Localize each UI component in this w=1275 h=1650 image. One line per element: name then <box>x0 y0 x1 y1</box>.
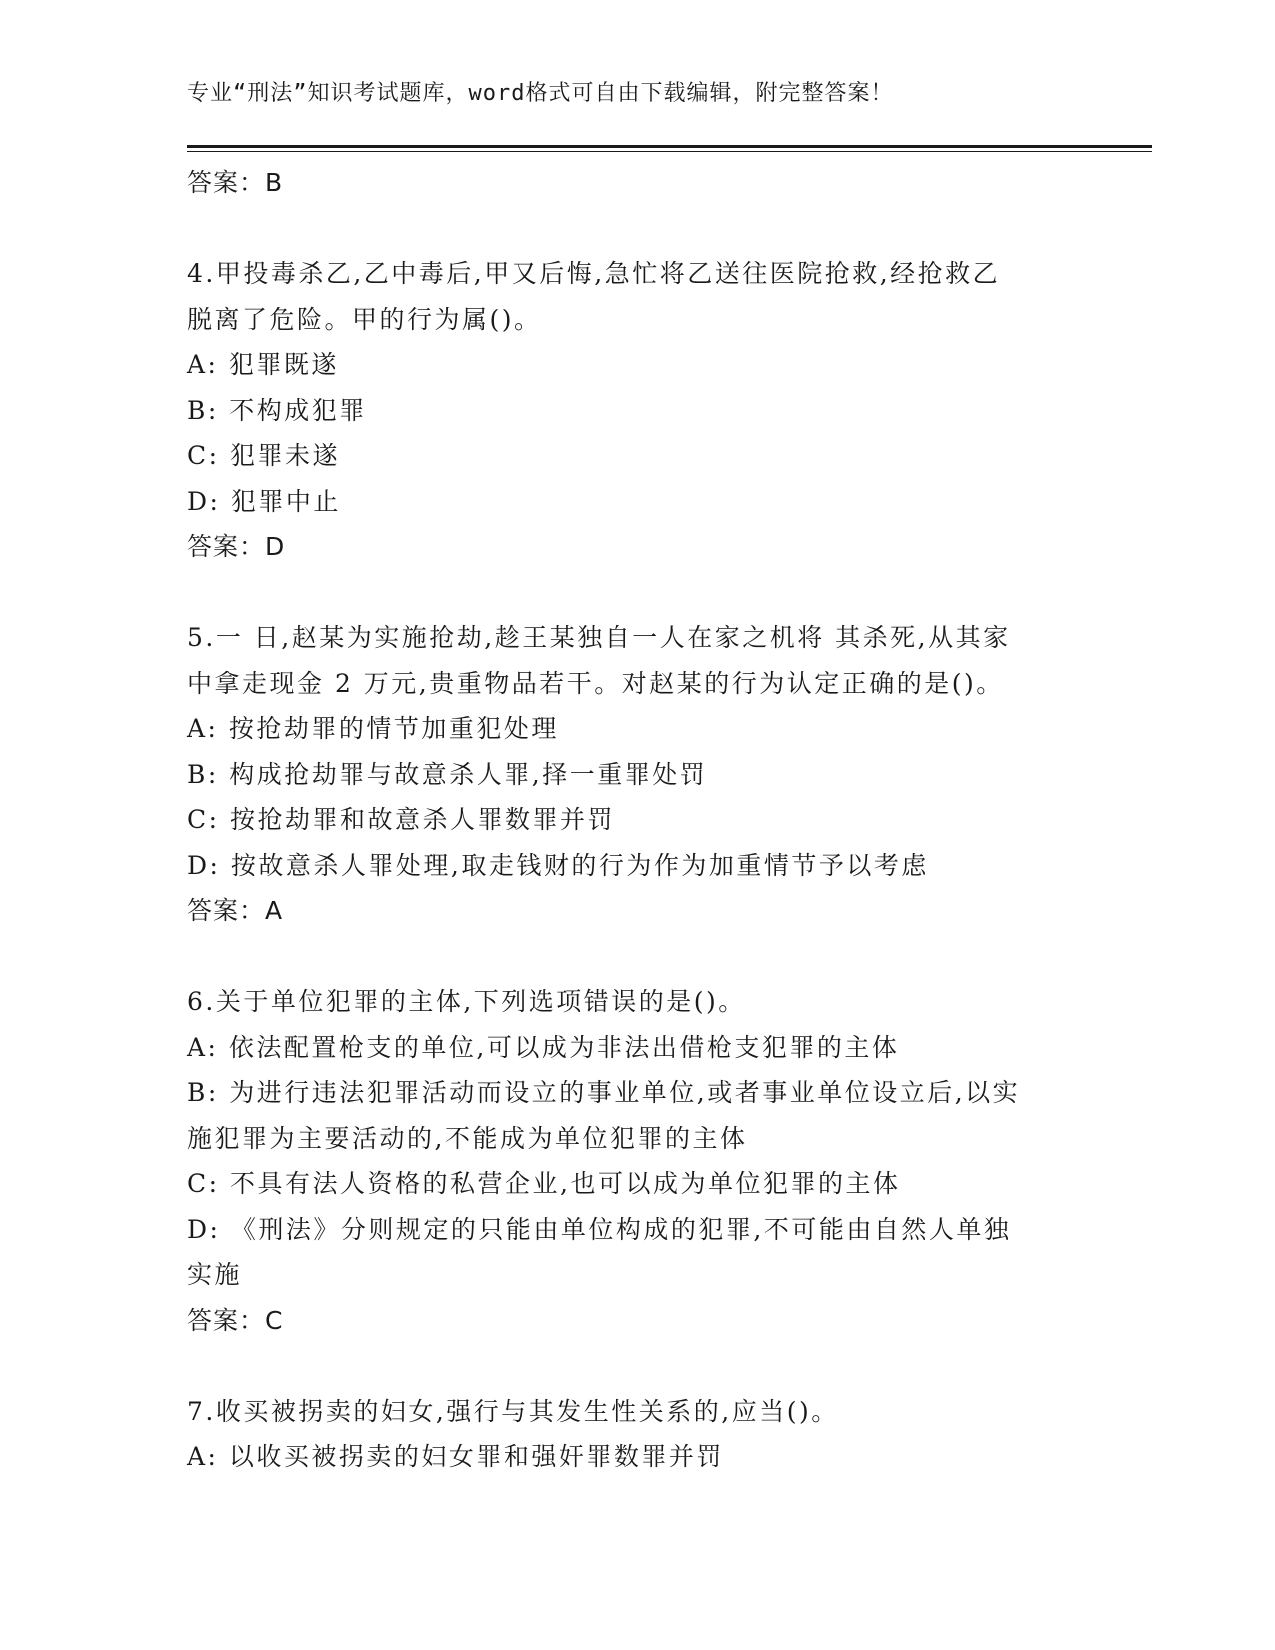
answer-line: 答案：C <box>187 1305 284 1335</box>
page-header: 专业“刑法”知识考试题库，word格式可自由下载编辑，附完整答案！ <box>187 81 894 106</box>
option-a: A: 按抢劫罪的情节加重犯处理 <box>187 714 559 743</box>
spacer <box>187 570 1077 616</box>
question-stem: 6.关于单位犯罪的主体,下列选项错误的是()。 <box>187 987 746 1016</box>
option-d: D: 《刑法》分则规定的只能由单位构成的犯罪,不可能由自然人单独 <box>187 1214 1012 1244</box>
option-a: A: 以收买被拐卖的妇女罪和强奸罪数罪并罚 <box>187 1442 724 1471</box>
question-4 <box>187 251 1077 570</box>
header-divider-thin <box>187 151 1152 152</box>
option-c: C: 按抢劫罪和故意杀人罪数罪并罚 <box>187 805 615 834</box>
option-d: D: 按故意杀人罪处理,取走钱财的行为作为加重情节予以考虑 <box>187 850 929 880</box>
header-divider-thick <box>187 145 1152 148</box>
option-a: A: 犯罪既遂 <box>187 350 339 379</box>
option-b: B: 不构成犯罪 <box>187 395 367 425</box>
spacer <box>187 934 1077 980</box>
option-c: C: 不具有法人资格的私营企业,也可以成为单位犯罪的主体 <box>187 1169 901 1198</box>
question-stem: 7.收买被拐卖的妇女,强行与其发生性关系的,应当()。 <box>187 1396 839 1426</box>
option-a: A: 依法配置枪支的单位,可以成为非法出借枪支犯罪的主体 <box>187 1032 900 1062</box>
answer-line: 答案：A <box>187 896 284 925</box>
option-d: D: 犯罪中止 <box>187 486 341 516</box>
question-stem: 5.一 日,赵某为实施抢劫,趁王某独自一人在家之机将 其杀死,从其家 <box>187 623 1011 652</box>
question-5 <box>187 615 1077 934</box>
question-stem: 中拿走现金 2 万元,贵重物品若干。对赵某的行为认定正确的是()。 <box>187 668 1004 698</box>
spacer <box>187 1343 1077 1389</box>
option-d-continued: 实施 <box>187 1260 243 1289</box>
question-list <box>187 160 1077 1480</box>
answer-line-prev: 答案：B <box>187 168 284 197</box>
question-stem: 4.甲投毒杀乙,乙中毒后,甲又后悔,急忙将乙送往医院抢救,经抢救乙 <box>187 259 1001 288</box>
question-stem: 脱离了危险。甲的行为属()。 <box>187 304 542 334</box>
option-c: C: 犯罪未遂 <box>187 441 340 470</box>
answer-line: 答案：D <box>187 532 286 561</box>
question-7 <box>187 1389 1077 1480</box>
option-b-continued: 施犯罪为主要活动的,不能成为单位犯罪的主体 <box>187 1123 748 1153</box>
option-b: B: 构成抢劫罪与故意杀人罪,择一重罪处罚 <box>187 759 708 789</box>
option-b: B: 为进行违法犯罪活动而设立的事业单位,或者事业单位设立后,以实 <box>187 1078 1021 1107</box>
question-6 <box>187 979 1077 1343</box>
spacer <box>187 206 1077 252</box>
